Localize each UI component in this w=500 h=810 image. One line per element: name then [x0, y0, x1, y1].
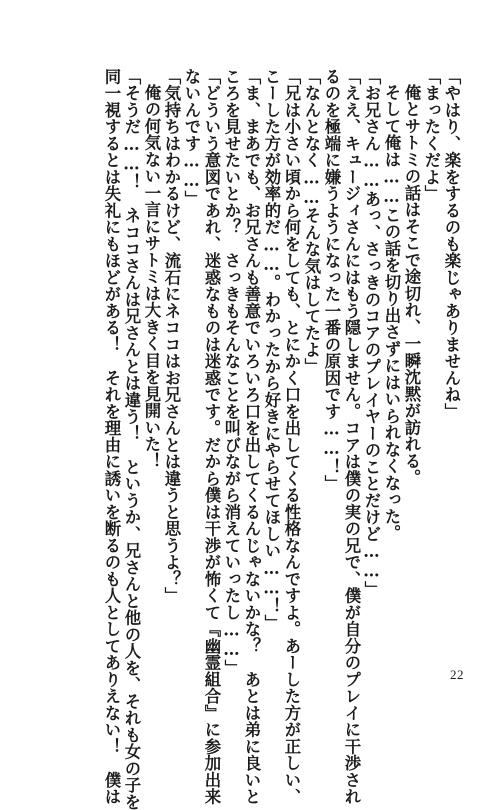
text-line: ないんです……」: [182, 68, 201, 208]
text-line: 「どういう意図であれ、迷惑なものは迷惑です。だから僕は干渉が怖くて『幽霊組合』に参加出来: [202, 68, 221, 805]
text-line: 「兄は小さい頃から何をしても、とにかく口を出してくる性格なんですよ。あーした方が正しい、: [282, 68, 301, 805]
text-line: 俺の何気ない一言にサトミは大きく目を見開いた！: [142, 84, 161, 470]
text-line: 「そうだ……！ ネココさんは兄さんとは違う！ というか、兄さんと他の人を、それも女の子を: [122, 68, 141, 810]
text-line: ころを見せたいとか？ さっきもそんなことを叫びながら消えていったし……」: [222, 68, 241, 677]
text-line: 俺とサトミの話はそこで途切れ、一瞬沈黙が訪れる。: [402, 84, 421, 486]
text-line: 同一視するとは失礼にもほどがある！ それを理由に誘いを断るのも人としてありえない！ 僕は: [102, 68, 121, 805]
text-line: るのを極端に嫌うようになった一番の原因です……！」: [322, 68, 341, 492]
text-line: 「なんとなく……そんな気はしてたよ」: [302, 68, 321, 375]
page-number: 22: [450, 667, 464, 682]
text-line: 「お兄さん……あっ、さっきのコアのプレイヤーのことだけど……」: [362, 68, 381, 598]
text-line: 「やはり、楽をするのも楽じゃありませんね」: [442, 68, 461, 420]
text-line: こーした方が効率的だ……。わかったから好きにやらせてほしい……！」: [262, 68, 281, 632]
text-line: 「ま、まあでも、お兄さんも善意でいろいろ口を出してくるんじゃないかな？ あとは弟に良いと: [242, 68, 261, 805]
text-line: 「まったくだよ」: [422, 68, 441, 202]
text-line: 「気持ちはわかるけど、流石にネココはお兄さんとは違うと思うよ？」: [162, 68, 181, 604]
text-line: 「ええ、キュージィさんにはもう隠しません。コアは僕の実の兄で、僕が自分のプレイに干渉され: [342, 68, 361, 805]
text-line: そして俺は……この話を切り出さずにはいられなくなった。: [382, 84, 401, 542]
